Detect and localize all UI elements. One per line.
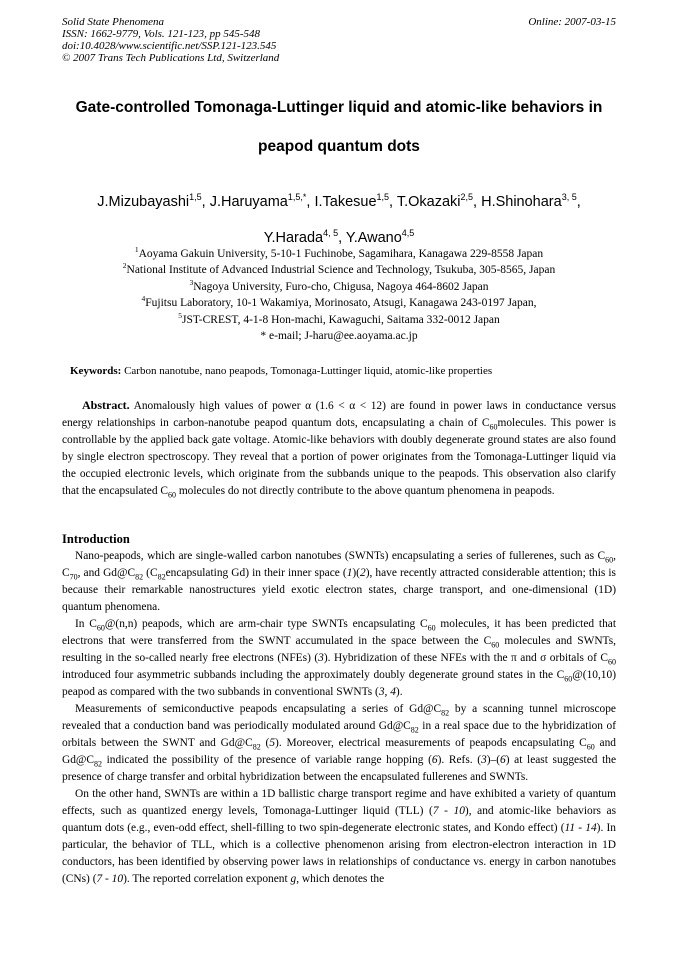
affil-number: 5: [178, 310, 182, 320]
author-affil: 1,5: [189, 192, 202, 203]
intro-paragraph: Nano-peapods, which are single-walled carbon nanotubes (SWNTs) encapsulating a series of fullerenes, such as $C_{60}$, $C_{70}$, and $Gd@C_{82}$ ($C_{82}encapsulating$ Gd) in their inner space (1)(2), have recently attracted considerable attention; this is because their remarkable nanostructures yield exotic electron states, charge transport, and one-dimensional (1D) quantum phenomena.: [62, 550, 616, 613]
email-line: * e-mail; J-haru@ee.aoyama.ac.jp: [260, 330, 418, 343]
keywords-label: Keywords:: [70, 365, 122, 377]
abstract-paragraph: Abstract. Anomalously high values of power α (1.6 < α < 12) are found in power laws in conductance versus energy relationships in carbon-nanotube peapod quantum dots, encapsulating a chain of $C_{60}molecules$. This power is controllable by the applied back gate voltage. Atomic-like behaviors with doubly degenerate ground states are also found by single electron spectroscopy. They reveal that a portion of power originates from the Tomonaga-Luttinger liquid via the occupied electronic levels, which originate from the subbands unique to the peapods. This observation also clarify that the encapsulated $C_{60}$ molecules do not directly contribute to the above quantum phenomena in peapods.: [62, 398, 616, 500]
author-name: J.Haruyama: [209, 194, 288, 210]
author-affil: 4, 5: [323, 228, 339, 239]
copyright-line: © 2007 Trans Tech Publications Ltd, Switzerland: [62, 52, 280, 64]
intro-paragraph: In $C_{60}@(n,n)$ peapods, which are arm-chair type SWNTs encapsulating $C_{60}$ molecules, it has been predicted that electrons that were transferred from the SWNT accumulated in the space between the $C_{60}$ molecules and SWNTs, resulting in the so-called nearly free electrons (NFEs) (3). Hybridization of these NFEs with the π and σ orbitals of $C_{60}$ introduced four asymmetric subbands including the approximately doubly degenerate ground states in the $C_{60}@(10,10)$ peapod as compared with the two subbands in conventional SWNTs (3, 4).: [62, 618, 616, 698]
author-affil: 4,5: [401, 228, 415, 239]
paper-title: [62, 88, 616, 166]
abstract: [62, 397, 616, 500]
keywords-text: Carbon nanotube, nano peapods, Tomonaga-Luttinger liquid, atomic-like properties: [124, 365, 493, 377]
affiliation-line: [62, 246, 616, 262]
author-name: T.Okazaki: [396, 194, 461, 210]
affil-number: 4: [141, 294, 146, 304]
affil-text: JST-CREST, 4-1-8 Hon-machi, Kawaguchi, Saitama 332-0012 Japan: [181, 313, 500, 326]
title-line-1: Gate-controlled Tomonaga-Luttinger liquid and atomic-like behaviors in: [75, 99, 603, 116]
author-affil: 1,5: [376, 192, 390, 203]
author-name: J.Mizubayashi: [97, 194, 190, 210]
affiliations: [62, 246, 616, 344]
intro-paragraph: On the other hand, SWNTs are within a 1D ballistic charge transport regime and have exhibited a variety of quantum effects, such as quantized energy levels, Tomonaga-Luttinger liquid (TLL) (7 - 10), and atomic-like behaviors as quantum dots (e.g., even-odd effect, shell-filling to two spin-degenerate electronic states, and Kondo effect) (11 - 14). In particular, the behavior of TLL, which is a collective phenomenon arising from electron-electron interaction in 1D conductors, has been identified by observing power laws in relationships of conductance vs. energy in carbon nanotubes (CNs) (7 - 10). The reported correlation exponent g, which denotes the: [62, 788, 616, 885]
author-name: H.Shinohara: [481, 194, 562, 210]
author-affil: 2,5: [460, 192, 474, 203]
affil-text: Fujitsu Laboratory, 10-1 Wakamiya, Morinosato, Atsugi, Kanagawa 243-0197 Japan,: [145, 297, 537, 310]
journal-name: Solid State Phenomena: [62, 16, 165, 28]
affiliation-line: [62, 262, 616, 278]
authors-line-2: Y.Harada$^{4, 5}$, Y.Awano$^{4,5}$: [263, 228, 415, 246]
introduction-body: [62, 548, 616, 888]
affil-text: Nagoya University, Furo-cho, Chigusa, Nagoya 464-8602 Japan: [193, 280, 489, 293]
author-affil: 3, 5: [561, 192, 577, 203]
journal-header: [62, 16, 279, 64]
doi-line: doi:10.4028/www.scientific.net/SSP.121-123.545: [62, 40, 277, 52]
affiliation-line: [62, 295, 616, 311]
affil-number: 1: [134, 245, 139, 255]
author-name: I.Takesue: [314, 194, 377, 210]
keywords: [70, 364, 610, 378]
introduction-heading: Introduction: [62, 532, 130, 546]
issn-line: ISSN: 1662-9779, Vols. 121-123, pp 545-548: [62, 28, 260, 40]
abstract-label: Abstract.: [82, 398, 130, 412]
affil-number: 2: [122, 261, 127, 271]
authors-line-1: J.Mizubayashi$^{1,5}$, J.Haruyama$^{1,5,*}$, I.Takesue$^{1,5}$, T.Okazaki$^{2,5}$, H.Shinohara$^{3, 5}$,: [97, 192, 581, 210]
intro-paragraph: Measurements of semiconductive peapods encapsulating a series of $Gd@C_{82}$ by a scanning tunnel microscope revealed that a conduction band was periodically modulated around $Gd@C_{82}$ in a real space due to the hybridization of orbitals between the SWNT and $Gd@C_{82}$ (5). Moreover, electrical measurements of peapods encapsulating $C_{60}$ and $Gd@C_{82}$ indicated the possibility of the presence of variable range hopping (6). Refs. (3)–(6) at least suggested the presence of charge transfer and orbital hybridization between the encapsulated fullerenes and SWNTs.: [62, 703, 616, 783]
online-date: Online: 2007-03-15: [528, 16, 616, 28]
affiliation-line: [62, 279, 616, 295]
author-affil: 1,5,*: [287, 192, 307, 203]
affil-text: National Institute of Advanced Industrial Science and Technology, Tsukuba, 305-8565, Japan: [126, 264, 556, 277]
title-line-2: peapod quantum dots: [258, 138, 420, 155]
author-name: Y.Awano: [345, 230, 402, 246]
affil-number: 3: [189, 277, 194, 287]
affil-text: Aoyama Gakuin University, 5-10-1 Fuchinobe, Sagamihara, Kanagawa 229-8558 Japan: [138, 248, 544, 260]
affiliation-line: [62, 312, 616, 328]
author-name: Y.Harada: [263, 230, 324, 246]
